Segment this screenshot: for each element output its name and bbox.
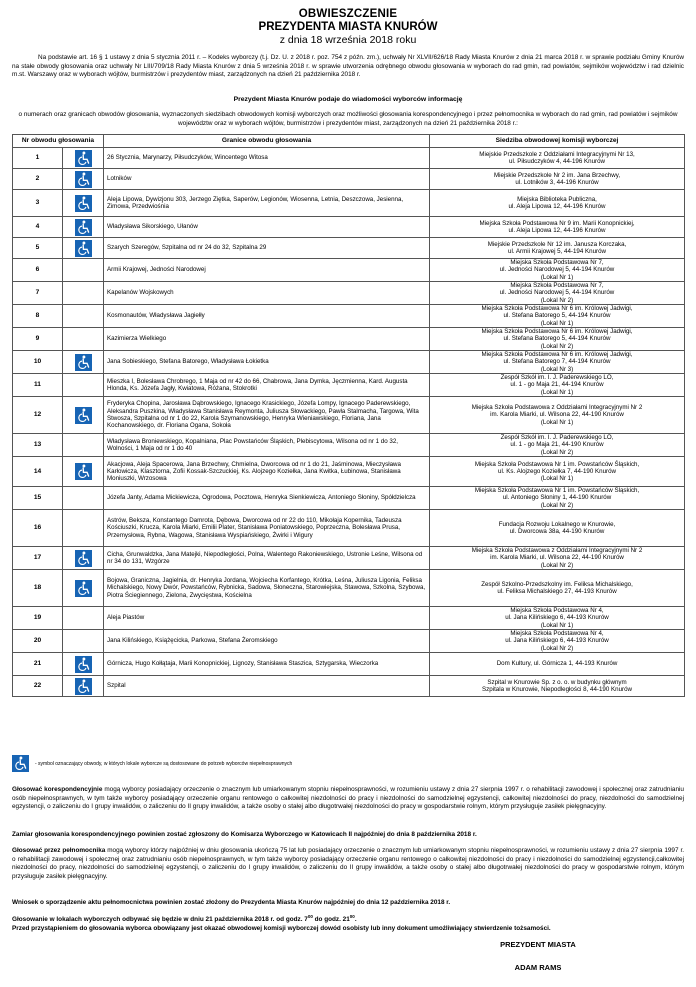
table-row — [13, 351, 685, 374]
seat-line: Miejska Szkoła Podstawowa Nr 6 im. Królowej Jadwigi, — [481, 305, 633, 313]
district-bounds: Józefa Janty, Adama Mickiewicza, Ogrodowa, Pocztowa, Henryka Sienkiewicza, Antoniego Słoniny, Spółdzielcza — [104, 487, 430, 510]
district-bounds: Szarych Szeregów, Szpitalna od nr 24 do 32, Szpitalna 29 — [104, 238, 430, 259]
table-row — [13, 630, 685, 653]
district-bounds: Kapelanów Wojskowych — [104, 282, 430, 305]
seat-line: im. Karola Miarki, ul. Wilsona 22, 44-190 Knurów — [490, 554, 624, 562]
seat-line: ul. Ks. Alojzego Koziełka 7, 44-190 Knurów — [498, 467, 616, 475]
seat-line: Fundacja Rozwoju Lokalnego w Knurowie, — [498, 520, 616, 528]
district-number: 19 — [13, 607, 63, 630]
proxy-text: mogą wyborcy którzy najpóźniej w dniu głosowania ukończą 75 lat lub posiadający orzeczenie o znacznym lub umiarkowanym stopniu niepełnosprawności, w rozumieniu ustawy z dnia 27 sierpnia 1997 r. o rehabilitacji zawodowej i społecznej oraz zatrudnianiu osób niepełnosprawnych, w tym także wyborcy posiadający orzeczenie organu rentowego o całkowitej niezdolności do pracy i niezdolności do samodzielnej egzystencji,całkowitej niezdolności do pracy, niezdolności do samodzielnej egzystencji, o zaliczeniu do I grupy inwalidów, o zaliczeniu do II grupy inwalidów, a także osoby o stałej albo długotrwałej niezdolności do pracy w gospodarstwie rolnym, którym przysługuje zasiłek pielęgnacyjny. — [12, 847, 684, 880]
district-seat — [430, 570, 685, 607]
seat-line: Szpital w Knurowie Sp. z o. o. w budynku głównym — [487, 678, 627, 686]
accessibility-cell — [63, 282, 104, 305]
district-seat — [430, 169, 685, 190]
district-number: 7 — [13, 282, 63, 305]
district-seat — [430, 457, 685, 487]
seat-line: ul. Jana Kilińskiego 6, 44-193 Knurów — [505, 614, 609, 622]
seat-line: Miejska Szkoła Podstawowa Nr 6 im. Królowej Jadwigi, — [481, 351, 633, 359]
table-row — [13, 190, 685, 217]
seat-line: im. Karola Miarki, ul. Wilsona 22, 44-190 Knurów — [490, 411, 624, 419]
table-row — [13, 148, 685, 169]
seat-line: ul. Stefana Batorego 7, 44-194 Knurów — [503, 358, 611, 366]
district-bounds: Lotników — [104, 169, 430, 190]
seat-line: Miejskie Przedszkole Nr 2 im. Jana Brzechwy, — [493, 171, 621, 179]
seat-line: Miejska Biblioteka Publiczna, — [517, 195, 597, 203]
table-header-row — [13, 135, 685, 148]
district-bounds: Kosmonautów, Władysława Jagiełły — [104, 305, 430, 328]
table-row — [13, 238, 685, 259]
seat-line: Miejska Szkoła Podstawowa Nr 9 im. Marii Konopnickiej, — [479, 219, 635, 227]
wheelchair-icon — [75, 240, 92, 257]
table-row — [13, 217, 685, 238]
district-seat — [430, 328, 685, 351]
seat-line: Miejska Szkoła Podstawowa z Oddziałami Integracyjnymi Nr 2 — [471, 547, 643, 555]
district-seat — [430, 374, 685, 397]
seat-line: Miejskie Przedszkole z Oddziałami Integracyjnymi Nr 13, — [479, 150, 635, 158]
wheelchair-icon — [75, 354, 92, 371]
accessibility-cell — [63, 238, 104, 259]
district-number: 11 — [13, 374, 63, 397]
district-bounds: Fryderyka Chopina, Jarosława Dąbrowskiego, Ignacego Krasickiego, Józefa Lompy, Ignacego Paderewskiego, Aleksandra Puszkina, Władysława Stanisława Reymonta, Juliusza Słowackiego, Pawła Stalmacha, Targowa, Wita Stwosza, Szpitalna od nr 1 do 22, Karola Szymanowskiego, Henryka Wieniawskiego, Floriana, Jana Kochanowskiego, dr. Floriana Ogana, Sokoła — [104, 397, 430, 434]
district-number: 13 — [13, 434, 63, 457]
header-bounds: Granice obwodu głosowania — [104, 135, 430, 148]
seat-line: (Lokal Nr 2) — [540, 296, 574, 304]
wheelchair-icon — [75, 678, 92, 695]
seat-line: (Lokal Nr 1) — [540, 418, 574, 426]
district-bounds: Jana Sobieskiego, Stefana Batorego, Władysława Łokietka — [104, 351, 430, 374]
district-number: 18 — [13, 570, 63, 607]
accessibility-cell — [63, 217, 104, 238]
district-number: 2 — [13, 169, 63, 190]
district-seat — [430, 305, 685, 328]
header-seat: Siedziba obwodowej komisji wyborczej — [430, 135, 685, 148]
accessibility-cell — [63, 259, 104, 282]
district-number: 22 — [13, 676, 63, 697]
id-notice: Przed przystąpieniem do głosowania wyborca obowiązany jest okazać obwodowej komisji wyborczej dowód osobisty lub inny dokument umożliwiający stwierdzenie tożsamości. — [12, 925, 551, 932]
correspondence-lead: Głosować korespondencyjnie — [12, 786, 103, 793]
wheelchair-icon — [75, 171, 92, 188]
accessibility-cell — [63, 653, 104, 676]
seat-line: Dom Kultury, ul. Górnicza 1, 44-193 Knurów — [496, 660, 618, 668]
district-number: 4 — [13, 217, 63, 238]
accessibility-cell — [63, 547, 104, 570]
correspondence-paragraph — [12, 786, 684, 812]
district-seat — [430, 397, 685, 434]
voting-time — [12, 913, 684, 925]
district-number: 16 — [13, 510, 63, 547]
district-seat — [430, 547, 685, 570]
district-bounds: Władysława Broniewskiego, Kopalniana, Plac Powstańców Śląskich, Plebiscytowa, Wilsona od nr 1 do 32, Wolności, 1 Maja od nr 1 do 40 — [104, 434, 430, 457]
voting-time-b: do godz. 21 — [312, 916, 350, 923]
table-row — [13, 570, 685, 607]
seat-line: Miejska Szkoła Podstawowa Nr 4, — [510, 607, 604, 615]
district-seat — [430, 510, 685, 547]
table-row — [13, 653, 685, 676]
seat-line: (Lokal Nr 3) — [540, 365, 574, 373]
table-row — [13, 510, 685, 547]
district-number: 12 — [13, 397, 63, 434]
accessibility-cell — [63, 397, 104, 434]
seat-line: Miejskie Przedszkole Nr 12 im. Janusza Korczaka, — [487, 240, 627, 248]
accessibility-cell — [63, 607, 104, 630]
table-row — [13, 374, 685, 397]
intro-paragraph-2: o numerach oraz granicach obwodów głosowania, wyznaczonych siedzibach obwodowych komisji wyborczych oraz możliwości głosowania korespondencyjnego i przez pełnomocnika w wyborach do rad gmin, rad powiatów i sejmików województw oraz w wyborach wójtów, burmistrzów i prezydentów miast, zarządzonych na dzień 21 października 2018 r.: — [18, 111, 678, 127]
seat-line: (Lokal Nr 2) — [540, 501, 574, 509]
accessibility-cell — [63, 374, 104, 397]
seat-line: Szpitala w Knurowie, Niepodległości 8, 44-190 Knurów — [482, 686, 632, 693]
seat-line: Miejska Szkoła Podstawowa Nr 7, — [510, 282, 604, 290]
accessibility-cell — [63, 676, 104, 697]
legend — [12, 755, 292, 773]
voting-time-sup2: 00 — [349, 913, 355, 919]
district-seat — [430, 630, 685, 653]
seat-line: (Lokal Nr 2) — [540, 448, 574, 456]
district-bounds: Armii Krajowej, Jedności Narodowej — [104, 259, 430, 282]
seat-line: ul. 1 - go Maja 21, 44-194 Knurów — [510, 381, 604, 389]
wheelchair-icon — [75, 463, 92, 480]
legend-text: - symbol oznaczający obwody, w których lokale wyborcze są dostosowane do potrzeb wyborców niepełnosprawnych — [35, 761, 293, 767]
title-line-1: OBWIESZCZENIE — [298, 8, 398, 20]
district-seat — [430, 653, 685, 676]
district-bounds: Szpital — [104, 676, 430, 697]
seat-line: (Lokal Nr 2) — [540, 561, 574, 569]
seat-line: (Lokal Nr 2) — [540, 644, 574, 652]
seat-line: ul. Jana Kilińskiego 6, 44-193 Knurów — [505, 637, 609, 645]
header-nr: Nr obwodu głosowania — [13, 135, 104, 148]
seat-line: ul. Dworcowa 38a, 44-190 Knurów — [509, 528, 605, 535]
table-row — [13, 282, 685, 305]
district-number: 5 — [13, 238, 63, 259]
district-number: 1 — [13, 148, 63, 169]
seat-line: Zespół Szkół im. I. J. Paderewskiego LO, — [500, 434, 614, 442]
proxy-paragraph — [12, 847, 684, 881]
district-seat — [430, 351, 685, 374]
seat-line: ul. Aleja Lipowa 12, 44-196 Knurów — [508, 203, 606, 210]
district-number: 21 — [13, 653, 63, 676]
wheelchair-icon — [75, 580, 92, 597]
district-bounds: Astrów, Beksza, Konstantego Damrota, Dębowa, Dworcowa od nr 22 do 110, Mikołaja Kopernika, Tadeusza Kościuszki, Krucza, Karola Miarki, Emilii Plater, Stanisława Poniatowskiego, Poprzeczna, Bolesława Prusa, Przemysłowa, Rybna, Wagowa, Stanisława Wyspiańskiego, Żwirki i Wigury — [104, 510, 430, 547]
district-seat — [430, 487, 685, 510]
district-bounds: Aleja Lipowa, Dywizjonu 303, Jerzego Ziętka, Saperów, Legionów, Wiosenna, Letnia, Deszczowa, Jesienna, Zimowa, Przedwiośnia — [104, 190, 430, 217]
wheelchair-icon — [12, 755, 29, 772]
district-number: 20 — [13, 630, 63, 653]
accessibility-cell — [63, 510, 104, 547]
proxy-lead: Głosować przez pełnomocnika — [12, 847, 106, 854]
district-bounds: 26 Stycznia, Marynarzy, Piłsudczyków, Wincentego Witosa — [104, 148, 430, 169]
district-bounds: Aleja Piastów — [104, 607, 430, 630]
district-bounds: Mieszka I, Bolesława Chrobrego, 1 Maja od nr 42 do 66, Chabrowa, Jana Dymka, Jęczmienna, Kard. Augusta Hlonda, Ks. Józefa Jagły, Kwiatowa, Różana, Stokrotki — [104, 374, 430, 397]
district-seat — [430, 282, 685, 305]
district-number: 10 — [13, 351, 63, 374]
wheelchair-icon — [75, 407, 92, 424]
seat-line: (Lokal Nr 1) — [540, 388, 574, 396]
districts-table — [12, 134, 685, 697]
seat-line: ul. Feliksa Michalskiego 27, 44-193 Knurów — [497, 588, 617, 595]
seat-line: Miejska Szkoła Podstawowa Nr 1 im. Powstańców Śląskich, — [474, 487, 640, 495]
accessibility-cell — [63, 305, 104, 328]
accessibility-cell — [63, 169, 104, 190]
table-row — [13, 434, 685, 457]
table-row — [13, 547, 685, 570]
seat-line: ul. Jedności Narodowej 5, 44-194 Knurów — [499, 266, 615, 274]
district-number: 9 — [13, 328, 63, 351]
seat-line: ul. Stefana Batorego 5, 44-194 Knurów — [503, 312, 611, 320]
table-row — [13, 397, 685, 434]
accessibility-cell — [63, 190, 104, 217]
intro-paragraph: Na podstawie art. 16 § 1 ustawy z dnia 5 stycznia 2011 r. – Kodeks wyborczy (t.j. Dz. U. z 2018 r. poz. 754 z późn. zm.), uchwały Nr XLVII/626/18 Rady Miasta Knurów z dnia 21 marca 2018 r. w sprawie podziału Gminy Knurów na stałe obwody głosowania oraz uchwały Nr LIII/709/18 Rady Miasta Knurów z dnia 5 września 2018 r. w sprawie utworzenia odrębnego obwodu głosowania w wyborach do rad gmin, rad powiatów, sejmików województw i rad dzielnic m.st. Warszawy oraz w wyborach wójtów, burmistrzów i prezydentów miast, zarządzonych na dzień 21 października 2018 r. — [12, 54, 684, 79]
wheelchair-icon — [75, 195, 92, 212]
district-seat — [430, 217, 685, 238]
accessibility-cell — [63, 630, 104, 653]
district-seat — [430, 238, 685, 259]
district-bounds: Jana Kilińskiego, Książęcicka, Parkowa, Stefana Żeromskiego — [104, 630, 430, 653]
seat-line: Zespół Szkolno-Przedszkolny im. Feliksa Michalskiego, — [481, 580, 633, 588]
voting-time-sup1: 00 — [307, 913, 313, 919]
wheelchair-icon — [75, 550, 92, 567]
table-body — [13, 148, 685, 697]
seat-line: (Lokal Nr 1) — [540, 273, 574, 281]
table-row — [13, 607, 685, 630]
district-seat — [430, 607, 685, 630]
wheelchair-icon — [75, 219, 92, 236]
table-row — [13, 457, 685, 487]
district-number: 3 — [13, 190, 63, 217]
district-seat — [430, 434, 685, 457]
accessibility-cell — [63, 457, 104, 487]
table-row — [13, 305, 685, 328]
district-bounds: Akacjowa, Aleja Spacerowa, Jana Brzechwy, Chmielna, Dworcowa od nr 1 do 21, Jaśminowa, Mieczysława Karłowicza, Klasztorna, Zofii Kossak-Szczuckiej, Ks. Alojzego Koziełka, Jana Kwitka, Łubinowa, Stanisława Moniuszki, Wrzosowa — [104, 457, 430, 487]
seat-line: Miejska Szkoła Podstawowa Nr 6 im. Królowej Jadwigi, — [481, 328, 633, 336]
district-seat — [430, 190, 685, 217]
table-row — [13, 487, 685, 510]
district-number: 15 — [13, 487, 63, 510]
district-number: 17 — [13, 547, 63, 570]
seat-line: (Lokal Nr 1) — [540, 475, 574, 483]
district-bounds: Bojowa, Graniczna, Jagielnia, dr. Henryka Jordana, Wojciecha Korfantego, Krótka, Leśna, Juliusza Ligonia, Feliksa Michalskiego, Nowy Dwór, Powstańców, Rybnicka, Sadowa, Słoneczna, Starowiejska, Stawowa, Szkolna, Szybowa, Piotra Ściegiennego, Zielona, Zwycięstwa, Kościelna — [104, 570, 430, 607]
announcement: Prezydent Miasta Knurów podaje do wiadomości wyborców informację — [233, 96, 463, 103]
seat-line: (Lokal Nr 1) — [540, 621, 574, 629]
accessibility-cell — [63, 148, 104, 169]
district-number: 6 — [13, 259, 63, 282]
seat-line: Miejska Szkoła Podstawowa Nr 1 im. Powstańców Śląskich, — [474, 460, 640, 468]
district-seat — [430, 148, 685, 169]
district-bounds: Władysława Sikorskiego, Ułanów — [104, 217, 430, 238]
wheelchair-icon — [75, 150, 92, 167]
table-row — [13, 328, 685, 351]
correspondence-text: mogą wyborcy posiadający orzeczenie o znacznym lub umiarkowanym stopniu niepełnosprawności, w rozumieniu ustawy z dnia 27 sierpnia 1997 r. o rehabilitacji zawodowej i społecznej oraz zatrudnianiu osób niepełnosprawnych, w tym także wyborcy posiadający orzeczenie organu rentowego o całkowitej niezdolności do pracy i niezdolności do samodzielnej egzystencji, całkowitej niezdolności do pracy, niezdolności do samodzielnej egzystencji, o zaliczeniu do I grupy inwalidów, o zaliczeniu do II grupy inwalidów, a także osoby o stałej albo długotrwałej niezdolności do pracy w gospodarstwie rolnym, którym przysługuje zasiłek pielęgnacyjny. — [12, 786, 684, 811]
seat-line: (Lokal Nr 2) — [540, 342, 574, 350]
seat-line: ul. Antoniego Słoniny 1, 44-190 Knurów — [502, 494, 612, 502]
seat-line: ul. 1 - go Maja 21, 44-190 Knurów — [510, 441, 604, 449]
signature-name: ADAM RAMS — [514, 963, 562, 972]
accessibility-cell — [63, 328, 104, 351]
seat-line: ul. Lotników 3, 44-196 Knurów — [515, 179, 599, 186]
date-line: z dnia 18 września 2018 roku — [279, 34, 417, 46]
correspondence-deadline: Zamiar głosowania korespondencyjnego powinien zostać zgłoszony do Komisarza Wyborczego w Katowicach II najpóźniej do dnia 8 października 2018 r. — [12, 831, 477, 838]
wheelchair-icon — [75, 656, 92, 673]
seat-line: ul. Armii Krajowej 5, 44-194 Knurów — [508, 248, 607, 255]
district-number: 8 — [13, 305, 63, 328]
accessibility-cell — [63, 570, 104, 607]
title-line-2: PREZYDENTA MIASTA KNURÓW — [258, 21, 438, 33]
district-bounds: Kazimierza Wielkiego — [104, 328, 430, 351]
accessibility-cell — [63, 434, 104, 457]
voting-time-c: . — [354, 916, 357, 923]
accessibility-cell — [63, 351, 104, 374]
accessibility-cell — [63, 487, 104, 510]
proxy-deadline: Wniosek o sporządzenie aktu pełnomocnictwa powinien zostać złożony do Prezydenta Miasta Knurów najpóźniej do dnia 12 października 2018 r. — [12, 899, 451, 906]
seat-line: ul. Jedności Narodowej 5, 44-194 Knurów — [499, 289, 615, 297]
table-row — [13, 259, 685, 282]
district-bounds: Górnicza, Hugo Kołłątaja, Marii Konopnickiej, Lignozy, Stanisława Staszica, Sztygarska, Wieczorka — [104, 653, 430, 676]
district-number: 14 — [13, 457, 63, 487]
seat-line: Miejska Szkoła Podstawowa Nr 7, — [510, 259, 604, 267]
district-seat — [430, 676, 685, 697]
seat-line: ul. Piłsudczyków 4, 44-196 Knurów — [509, 158, 605, 165]
seat-line: ul. Aleja Lipowa 12, 44-196 Knurów — [508, 227, 606, 234]
table-row — [13, 676, 685, 697]
seat-line: ul. Stefana Batorego 5, 44-194 Knurów — [503, 335, 611, 343]
table-row — [13, 169, 685, 190]
seat-line: (Lokal Nr 1) — [540, 319, 574, 327]
district-seat — [430, 259, 685, 282]
seat-line: Miejska Szkoła Podstawowa z Oddziałami Integracyjnymi Nr 2 — [471, 404, 643, 412]
signature-role: PREZYDENT MIASTA — [500, 940, 576, 949]
seat-line: Miejska Szkoła Podstawowa Nr 4, — [510, 630, 604, 638]
district-bounds: Cicha, Grunwaldzka, Jana Matejki, Niepodległości, Polna, Walentego Rakoniewskiego, Ustronie Leśne, Wilsona od nr 34 do 131, Wzgórze — [104, 547, 430, 570]
seat-line: Zespół Szkół im. I. J. Paderewskiego LO, — [500, 374, 614, 382]
voting-time-a: Głosowanie w lokalach wyborczych odbywać się będzie w dniu 21 października 2018 r. od godz. 7 — [12, 916, 308, 923]
